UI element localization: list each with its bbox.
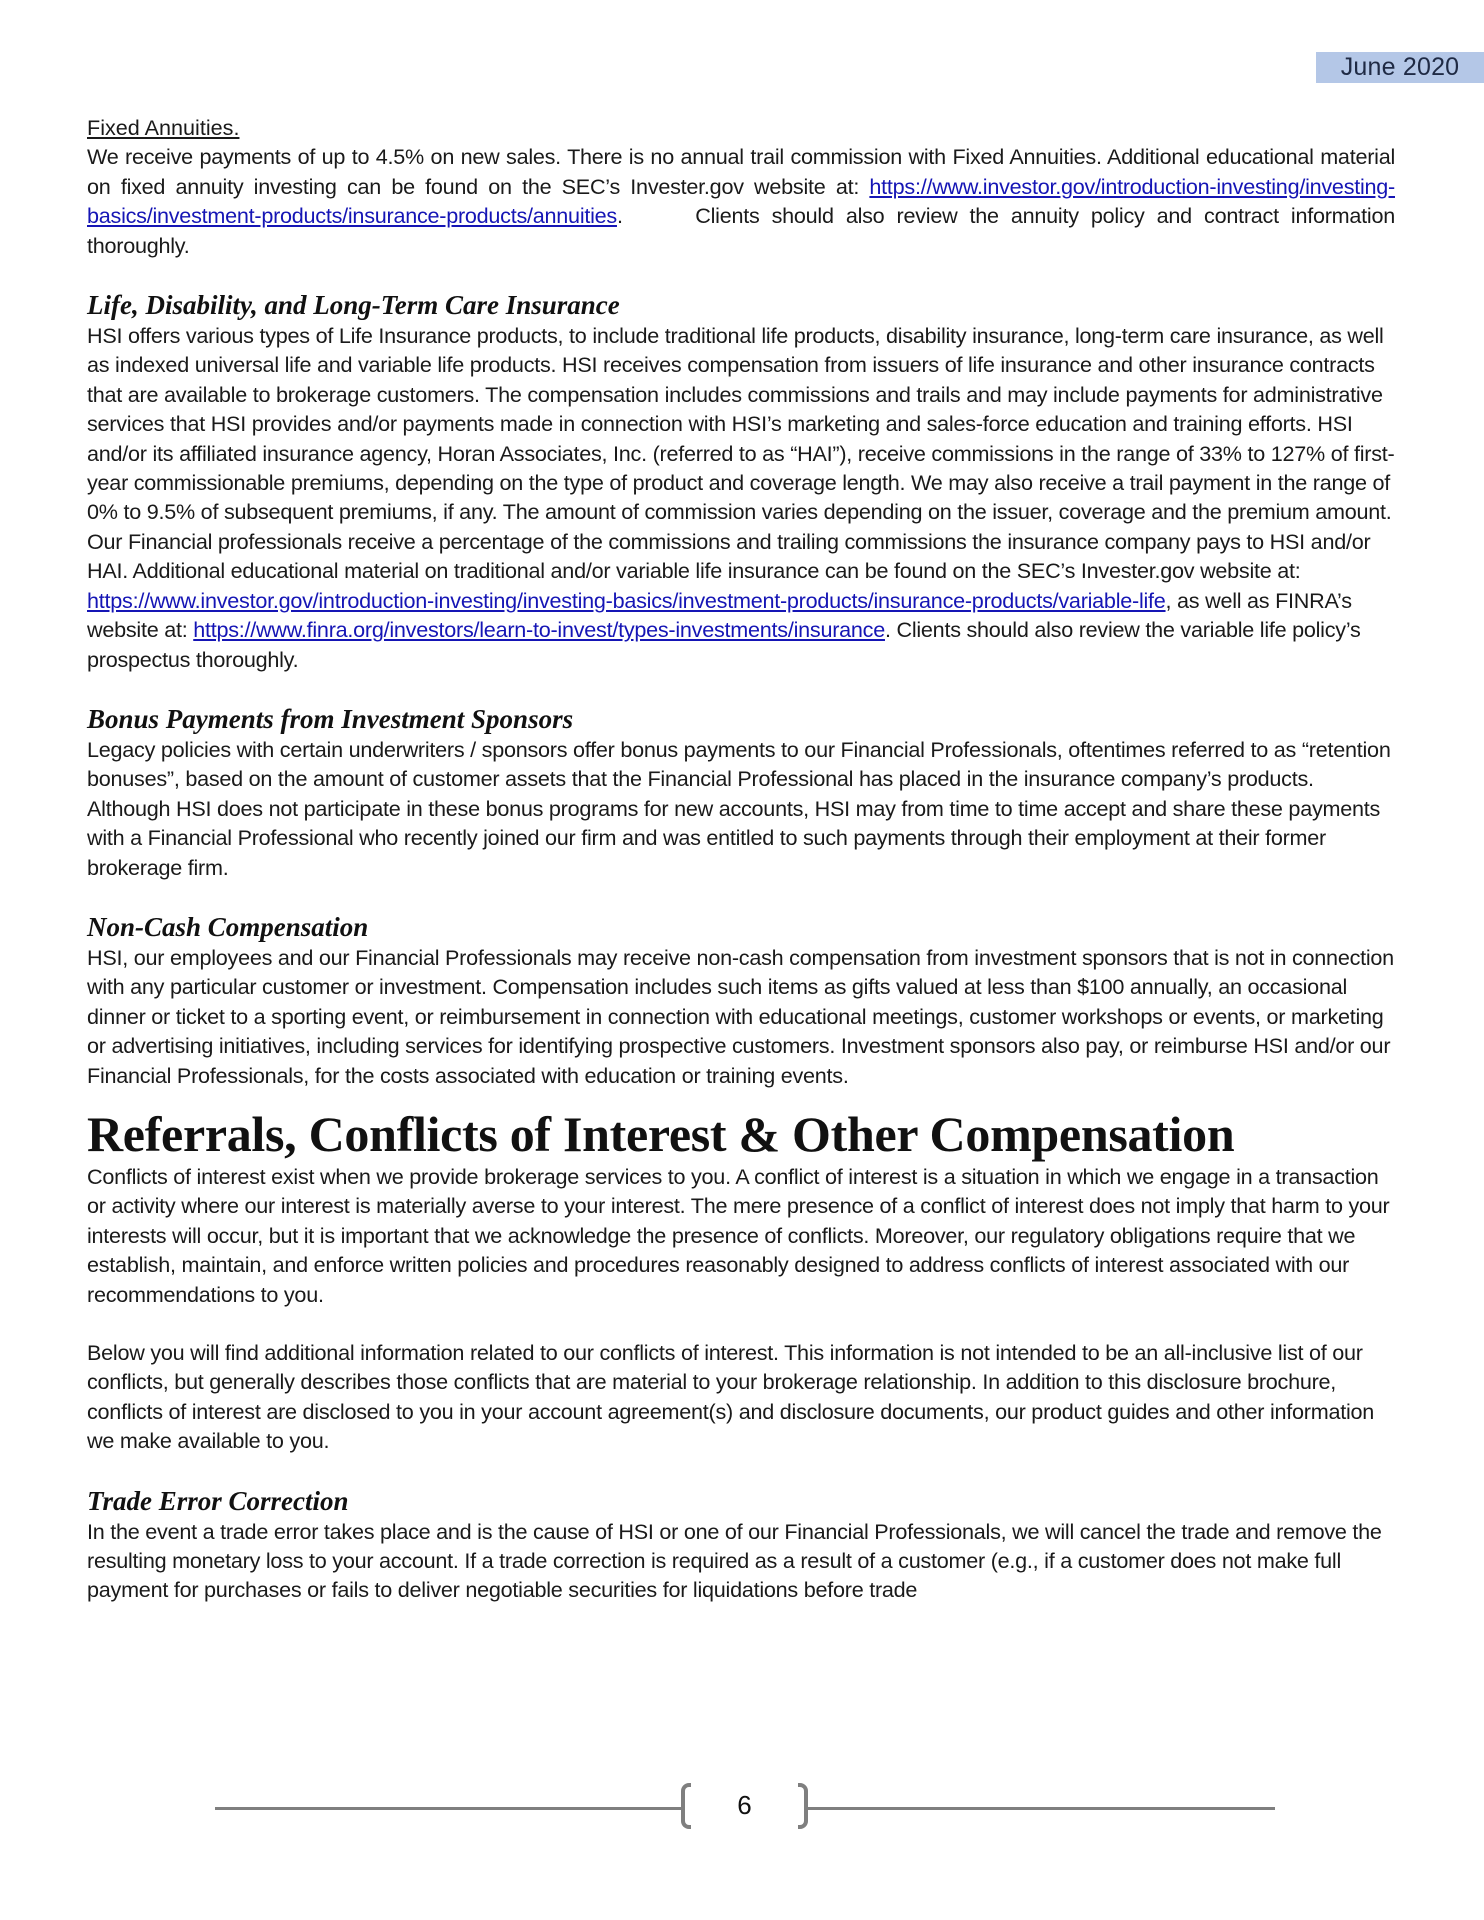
life-insurance-paragraph xyxy=(87,321,1395,674)
fixed-annuities-text-end: . Clients should also review the annuity policy and contract information thoroughly. xyxy=(87,203,1401,258)
life-insurance-text: HSI offers various types of Life Insurance products, to include traditional life products, disability insurance, long-term care insurance, as well as indexed universal life and variable life products. HSI receives compensation from issuers of life insurance and other insurance contracts that are available to brokerage customers. The compensation includes commissions and trails and may include payments for administrative services that HSI provides and/or payments made in connection with HSI’s marketing and sales-force education and training efforts. HSI and/or its affiliated insurance agency, Horan Associates, Inc. (referred to as “HAI”), receive commissions in the range of 33% to 127% of first-year commissionable premiums, depending on the type of product and coverage length. We may also receive a trail payment in the range of 0% to 9.5% of subsequent premiums, if any. The amount of commission varies depending on the issuer, coverage and the premium amount. Our Financial professionals receive a percentage of the commissions and trailing commissions the insurance company pays to HSI and/or HAI. Additional educational material on traditional and/or variable life insurance can be found on the SEC’s Invester.gov website at: xyxy=(87,323,1395,584)
date-badge: June 2020 xyxy=(1316,52,1484,83)
footer-rule-left xyxy=(215,1807,681,1810)
document-body xyxy=(87,113,1401,1605)
spacer xyxy=(87,674,1395,703)
life-insurance-text-end: . Clients should also review the variable life policy’s prospectus thoroughly. xyxy=(87,617,1361,672)
life-insurance-text-between: , as well as FINRA’s website at: xyxy=(87,587,1352,643)
fixed-annuities-paragraph xyxy=(87,142,1401,260)
fixed-annuities-text: We receive payments of up to 4.5% on new sales. There is no annual trail commission with Fixed Annuities. Additional educational material on fixed annuity investing can be found on the SEC’s Invester.gov website at: xyxy=(87,144,1395,199)
spacer xyxy=(87,1090,1395,1106)
referrals-heading: Referrals, Conflicts of Interest & Other Compensation xyxy=(87,1105,1235,1162)
annuities-link[interactable]: https://www.investor.gov/introduction-investing/investing-basics/investment-products/insurance-products/annuities xyxy=(87,173,1395,229)
spacer xyxy=(87,1309,1395,1338)
trade-error-paragraph: In the event a trade error takes place and is the cause of HSI or one of our Financial Professionals, we will cancel the trade and remove the resulting monetary loss to your account. If a trade correction is required as a result of a customer (e.g., if a customer does not make full payment for purchases or fails to deliver negotiable securities for liquidations before trade xyxy=(87,1518,1382,1603)
spacer xyxy=(87,1456,1395,1485)
trade-error-heading: Trade Error Correction xyxy=(87,1485,349,1516)
variable-life-link[interactable]: https://www.investor.gov/introduction-investing/investing-basics/investment-products/insurance-products/variable-life xyxy=(87,587,1166,613)
spacer xyxy=(87,260,1395,289)
page-number: 6 xyxy=(737,1790,752,1820)
referrals-paragraph-1: Conflicts of interest exist when we provide brokerage services to you. A conflict of interest is a situation in which we engage in a transaction or activity where our interest is materially averse to your interest. The mere presence of a conflict of interest does not imply that harm to your interests will occur, but it is important that we acknowledge the presence of conflicts. Moreover, our regulatory obligations require that we establish, maintain, and enforce written policies and procedures reasonably designed to address conflicts of interest associated with our recommendations to you. xyxy=(87,1163,1390,1307)
spacer xyxy=(87,882,1395,911)
fixed-annuities-label: Fixed Annuities. xyxy=(87,115,240,140)
bonus-payments-paragraph: Legacy policies with certain underwriters / sponsors offer bonus payments to our Financial Professionals, oftentimes referred to as “retention bonuses”, based on the amount of customer assets that the Financial Professional has placed in the insurance company’s products. Although HSI does not participate in these bonus programs for new accounts, HSI may from time to time accept and share these payments with a Financial Professional who recently joined our firm and was entitled to such payments through their employment at their former brokerage firm. xyxy=(87,736,1391,880)
finra-insurance-link[interactable]: https://www.finra.org/investors/learn-to-invest/types-investments/insurance xyxy=(193,617,885,643)
non-cash-heading: Non-Cash Compensation xyxy=(87,911,369,942)
referrals-paragraph-2: Below you will find additional information related to our conflicts of interest. This information is not intended to be an all-inclusive list of our conflicts, but generally describes those conflicts that are material to your brokerage relationship. In addition to this disclosure brochure, conflicts of interest are disclosed to you in your account agreement(s) and disclosure documents, our product guides and other information we make available to you. xyxy=(87,1340,1375,1454)
right-bracket-icon xyxy=(798,1783,808,1829)
life-insurance-heading: Life, Disability, and Long-Term Care Insurance xyxy=(87,290,620,321)
footer-rule-right xyxy=(808,1807,1275,1810)
bonus-payments-heading: Bonus Payments from Investment Sponsors xyxy=(87,703,574,734)
page-footer xyxy=(215,1778,1275,1838)
left-bracket-icon xyxy=(681,1783,691,1829)
non-cash-paragraph: HSI, our employees and our Financial Professionals may receive non-cash compensation from investment sponsors that is not in connection with any particular customer or investment. Compensation includes such items as gifts valued at less than $100 annually, an occasional dinner or ticket to a sporting event, or reimbursement in connection with educational meetings, customer workshops or events, or marketing or advertising initiatives, including services for identifying prospective customers. Investment sponsors also pay, or reimburse HSI and/or our Financial Professionals, for the costs associated with education or training events. xyxy=(87,944,1394,1088)
